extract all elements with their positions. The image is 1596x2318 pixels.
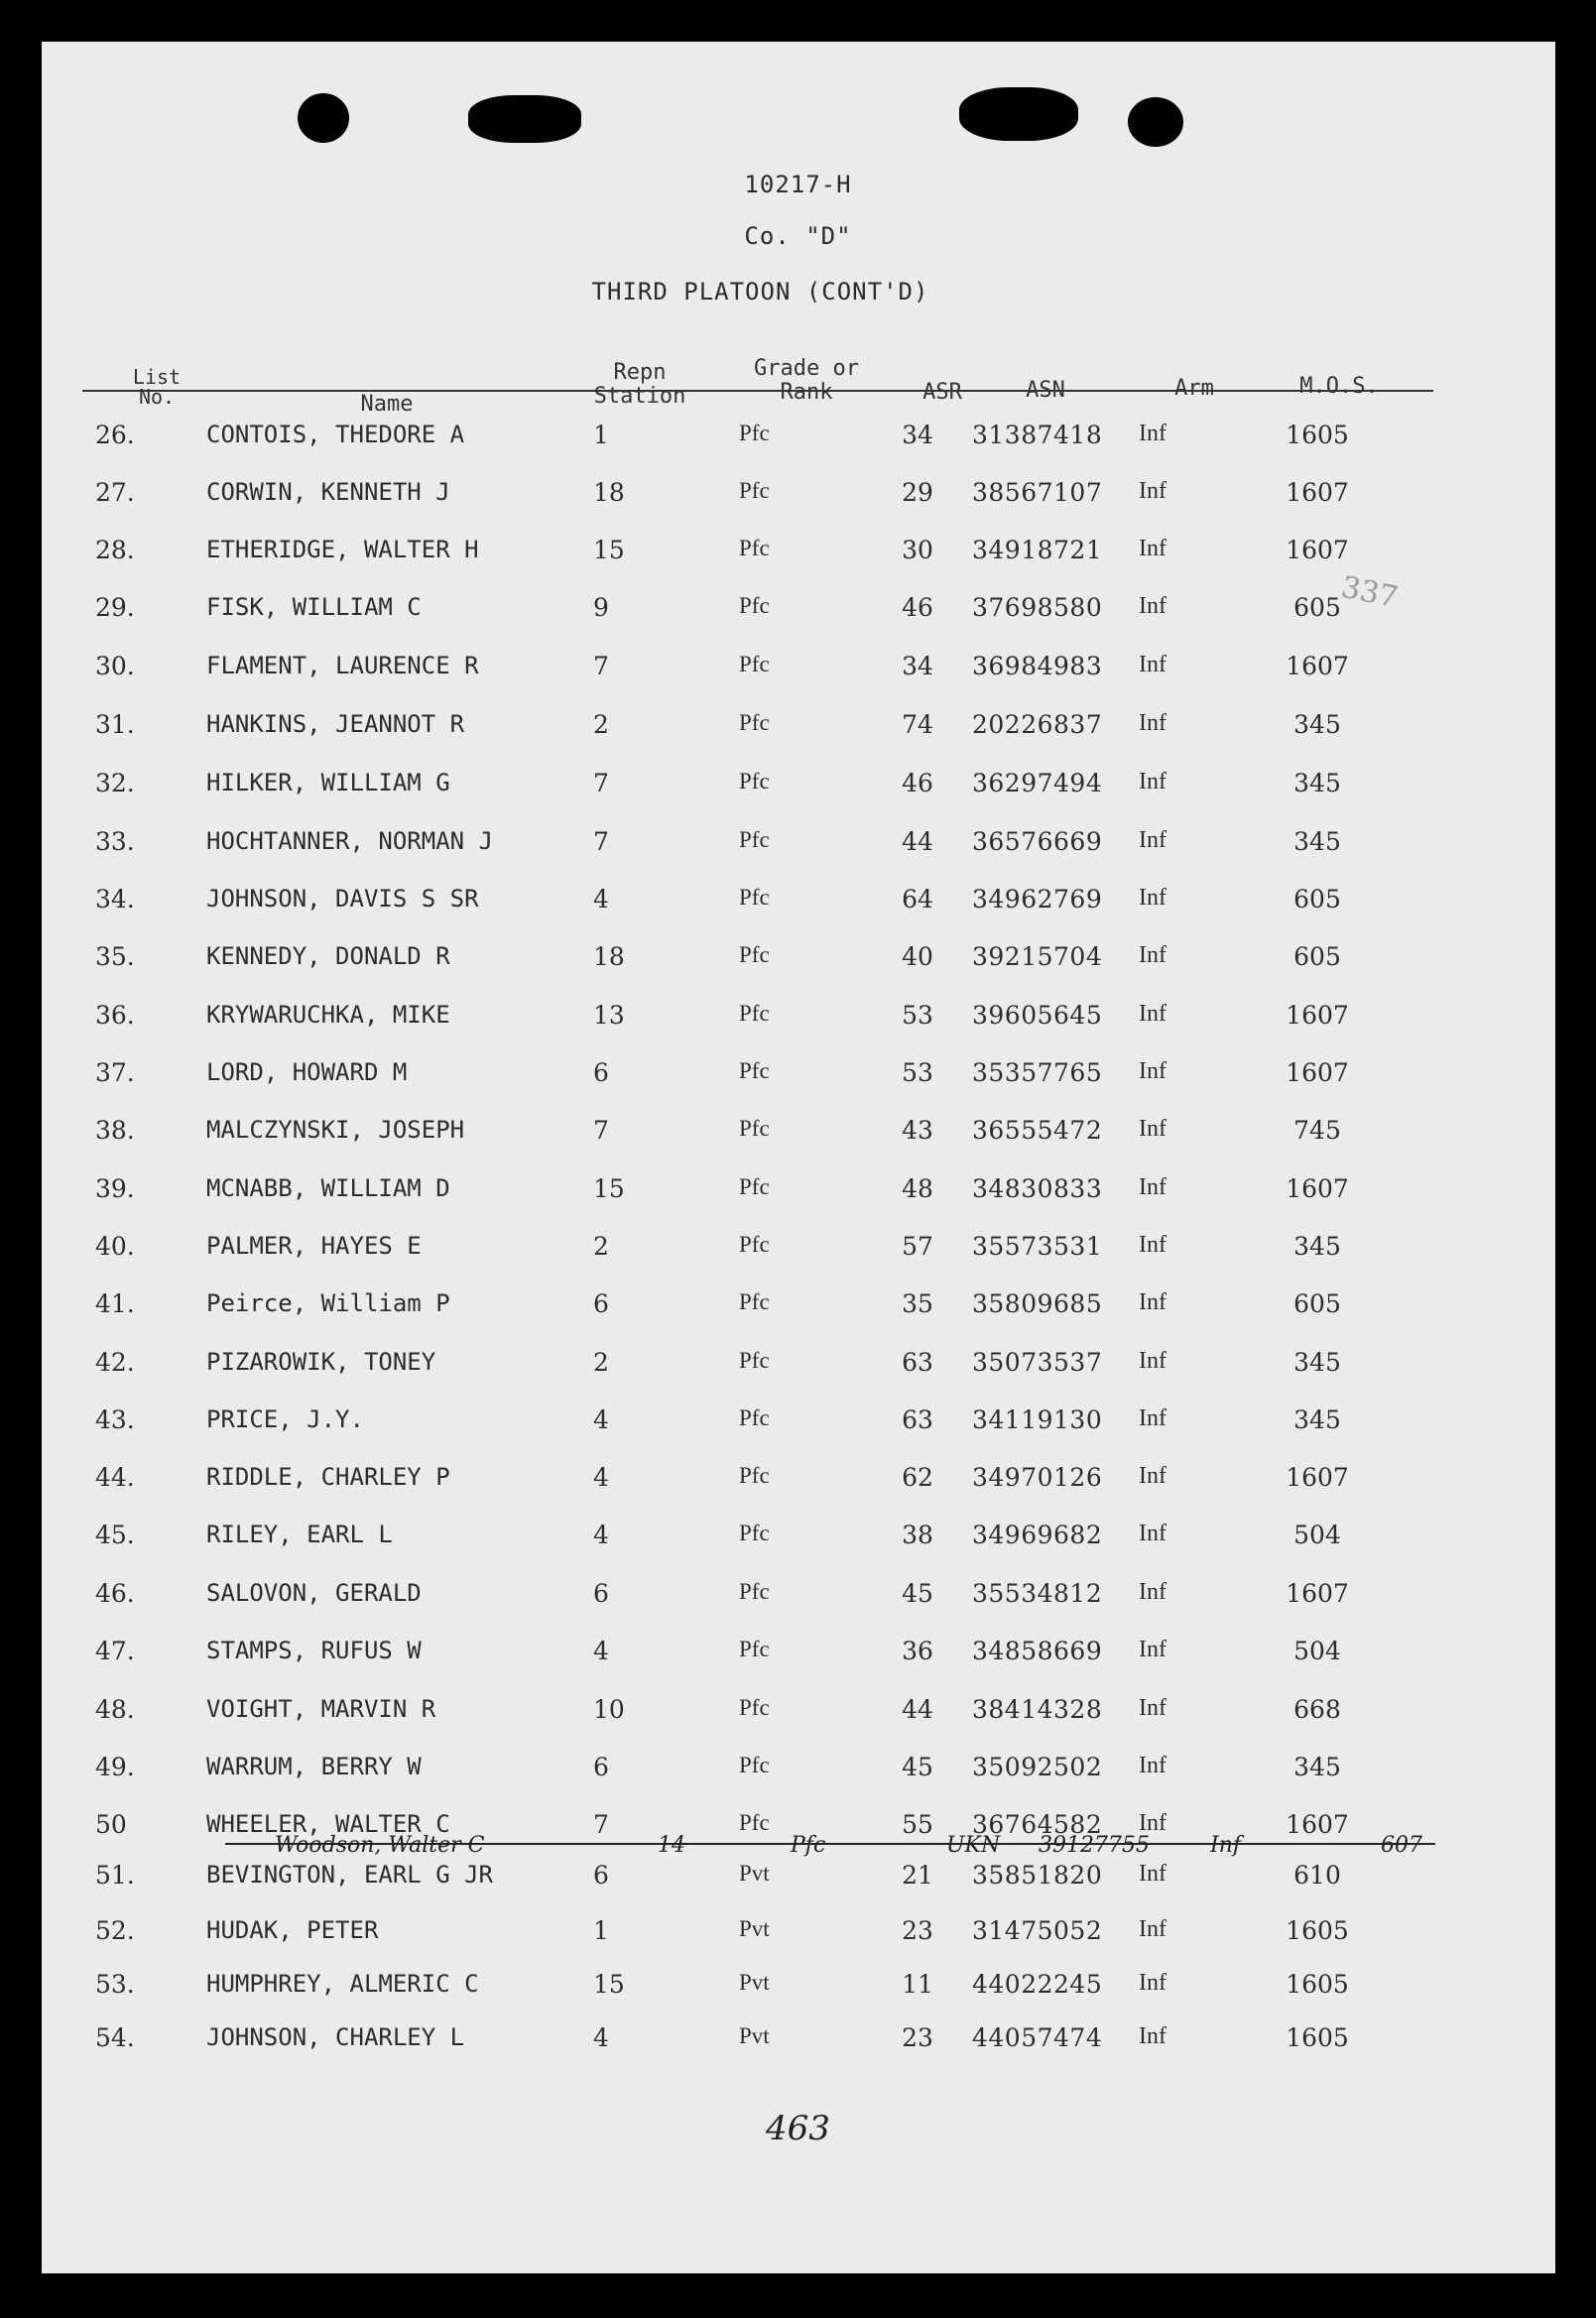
cell-asr: 62 [902, 1463, 933, 1492]
cell-arm: Inf [1139, 1232, 1166, 1258]
table-row [0, 942, 1596, 982]
cell-asn: 31387418 [972, 421, 1103, 449]
cell-grade: Pvt [739, 1916, 770, 1941]
cell-asr: 43 [902, 1116, 933, 1145]
cell-name: RILEY, EARL L [206, 1521, 393, 1548]
cell-mos: 605 [1293, 593, 1341, 622]
strike-line [225, 1843, 1435, 1845]
table-row [0, 421, 1596, 460]
cell-station: 4 [593, 2023, 609, 2052]
cell-station: 4 [593, 1637, 609, 1665]
cell-asn: 35073537 [972, 1348, 1103, 1377]
cell-asn: 34970126 [972, 1463, 1103, 1492]
cell-asr: 45 [902, 1579, 933, 1608]
cell-grade: Pfc [739, 652, 770, 676]
cell-no: 33. [95, 827, 135, 856]
cell-mos: 1607 [1286, 1001, 1349, 1030]
col-name: Name [360, 392, 414, 417]
cell-asr: 55 [902, 1810, 933, 1839]
table-row [0, 1232, 1596, 1272]
table-row [0, 1116, 1596, 1156]
punch-hole [468, 95, 581, 143]
cell-arm: Inf [1139, 1810, 1166, 1836]
cell-mos: 504 [1293, 1521, 1341, 1549]
cell-asn: 35809685 [972, 1289, 1103, 1318]
cell-arm: Inf [1139, 1861, 1166, 1887]
table-row [0, 1521, 1596, 1560]
cell-name: CORWIN, KENNETH J [206, 478, 450, 506]
cell-mos: 1607 [1286, 652, 1349, 680]
cell-arm: Inf [1139, 1916, 1166, 1942]
company-label: Co. "D" [744, 222, 852, 250]
cell-asn: 35092502 [972, 1753, 1103, 1781]
cell-asr: 44 [902, 1695, 933, 1724]
cell-grade: Pfc [739, 1521, 770, 1545]
cell-asn: 37698580 [972, 593, 1103, 622]
table-row [0, 1174, 1596, 1214]
cell-mos: 345 [1293, 1348, 1341, 1377]
cell-asn: 44057474 [972, 2023, 1103, 2052]
table-row [0, 769, 1596, 808]
cell-no: 48. [95, 1695, 135, 1724]
cell-mos: 345 [1293, 1405, 1341, 1434]
cell-asn: 20226837 [972, 710, 1103, 739]
table-row [0, 1637, 1596, 1676]
cell-grade: Pfc [739, 1232, 770, 1257]
table-row [0, 652, 1596, 691]
cell-station: 13 [593, 1001, 625, 1030]
cell-grade: Pfc [739, 942, 770, 967]
struck-name: Woodson, Walter C [275, 1833, 485, 1858]
cell-station: 18 [593, 942, 625, 971]
cell-name: MCNABB, WILLIAM D [206, 1174, 450, 1202]
cell-no: 26. [95, 421, 135, 449]
cell-station: 4 [593, 1405, 609, 1434]
struck-entry [225, 1833, 1435, 1861]
cell-asr: 29 [902, 478, 933, 507]
cell-no: 37. [95, 1058, 135, 1087]
cell-grade: Pvt [739, 1861, 770, 1886]
cell-name: Peirce, William P [206, 1289, 450, 1317]
cell-arm: Inf [1139, 1405, 1166, 1431]
cell-arm: Inf [1139, 593, 1166, 619]
cell-station: 7 [593, 1116, 609, 1145]
cell-no: 49. [95, 1753, 135, 1781]
cell-name: HOCHTANNER, NORMAN J [206, 827, 493, 855]
cell-station: 15 [593, 1174, 625, 1203]
cell-mos: 1607 [1286, 478, 1349, 507]
cell-grade: Pfc [739, 1579, 770, 1604]
cell-asr: 35 [902, 1289, 933, 1318]
cell-mos: 1607 [1286, 1463, 1349, 1492]
cell-asr: 36 [902, 1637, 933, 1665]
platoon-title: THIRD PLATOON (CONT'D) [591, 278, 929, 305]
cell-no: 45. [95, 1521, 135, 1549]
cell-grade: Pfc [739, 1289, 770, 1314]
cell-no: 52. [95, 1916, 135, 1945]
cell-name: FLAMENT, LAURENCE R [206, 652, 479, 679]
cell-station: 6 [593, 1753, 609, 1781]
cell-asn: 34918721 [972, 536, 1103, 564]
cell-name: HILKER, WILLIAM G [206, 769, 450, 796]
cell-asn: 36555472 [972, 1116, 1103, 1145]
cell-mos: 610 [1293, 1861, 1341, 1890]
cell-name: RIDDLE, CHARLEY P [206, 1463, 450, 1491]
cell-asn: 39215704 [972, 942, 1103, 971]
cell-name: KRYWARUCHKA, MIKE [206, 1001, 450, 1029]
cell-grade: Pfc [739, 1116, 770, 1141]
cell-arm: Inf [1139, 652, 1166, 677]
cell-mos: 605 [1293, 942, 1341, 971]
cell-asn: 34830833 [972, 1174, 1103, 1203]
cell-asn: 34969682 [972, 1521, 1103, 1549]
cell-asr: 34 [902, 652, 933, 680]
cell-arm: Inf [1139, 536, 1166, 561]
cell-arm: Inf [1139, 942, 1166, 968]
cell-asr: 23 [902, 1916, 933, 1945]
cell-asr: 40 [902, 942, 933, 971]
cell-no: 28. [95, 536, 135, 564]
margin-note: 337 [1337, 569, 1402, 616]
table-row [0, 1405, 1596, 1445]
cell-station: 7 [593, 827, 609, 856]
cell-grade: Pfc [739, 421, 770, 445]
cell-grade: Pvt [739, 2023, 770, 2048]
cell-mos: 668 [1293, 1695, 1341, 1724]
cell-mos: 1605 [1286, 2023, 1349, 2052]
cell-arm: Inf [1139, 1637, 1166, 1662]
cell-name: CONTOIS, THEDORE A [206, 421, 465, 448]
table-row [0, 1970, 1596, 2010]
cell-name: KENNEDY, DONALD R [206, 942, 450, 970]
cell-station: 6 [593, 1289, 609, 1318]
cell-asn: 35534812 [972, 1579, 1103, 1608]
cell-grade: Pfc [739, 1695, 770, 1720]
cell-asr: 57 [902, 1232, 933, 1261]
cell-no: 46. [95, 1579, 135, 1608]
cell-asn: 35357765 [972, 1058, 1103, 1087]
cell-no: 42. [95, 1348, 135, 1377]
table-row [0, 710, 1596, 750]
cell-grade: Pfc [739, 710, 770, 735]
cell-mos: 1607 [1286, 1810, 1349, 1839]
col-grade-rank: Grade or Rank [754, 356, 859, 405]
cell-asn: 35851820 [972, 1861, 1103, 1890]
cell-asn: 36764582 [972, 1810, 1103, 1839]
struck-station: 14 [658, 1833, 685, 1858]
cell-grade: Pfc [739, 1174, 770, 1199]
struck-asr: UKN [946, 1833, 1001, 1858]
col-repn-station: Repn Station [593, 360, 686, 409]
cell-asr: 38 [902, 1521, 933, 1549]
punch-hole [1128, 97, 1183, 147]
table-row [0, 1695, 1596, 1735]
cell-asr: 64 [902, 885, 933, 914]
cell-grade: Pfc [739, 1810, 770, 1835]
cell-asr: 21 [902, 1861, 933, 1890]
cell-asr: 74 [902, 710, 933, 739]
cell-arm: Inf [1139, 885, 1166, 911]
header-rule [82, 390, 1433, 392]
cell-grade: Pfc [739, 827, 770, 852]
cell-no: 32. [95, 769, 135, 797]
cell-station: 2 [593, 710, 609, 739]
cell-arm: Inf [1139, 421, 1166, 446]
cell-no: 30. [95, 652, 135, 680]
punch-hole [298, 93, 349, 143]
col-list-no: List No. [132, 365, 182, 409]
cell-station: 7 [593, 1810, 609, 1839]
table-row [0, 1289, 1596, 1329]
cell-station: 4 [593, 1521, 609, 1549]
cell-asr: 44 [902, 827, 933, 856]
cell-mos: 345 [1293, 769, 1341, 797]
cell-name: STAMPS, RUFUS W [206, 1637, 422, 1664]
cell-asr: 45 [902, 1753, 933, 1781]
cell-grade: Pvt [739, 1970, 770, 1995]
cell-arm: Inf [1139, 1463, 1166, 1489]
col-asn: ASN [1026, 378, 1065, 403]
cell-asn: 34119130 [972, 1405, 1103, 1434]
cell-no: 40. [95, 1232, 135, 1261]
cell-asr: 63 [902, 1348, 933, 1377]
cell-arm: Inf [1139, 2023, 1166, 2049]
cell-arm: Inf [1139, 827, 1166, 853]
cell-station: 10 [593, 1695, 625, 1724]
col-mos: M.O.S. [1299, 374, 1379, 399]
cell-no: 39. [95, 1174, 135, 1203]
file-number: 10217-H [744, 171, 852, 198]
cell-no: 44. [95, 1463, 135, 1492]
cell-no: 36. [95, 1001, 135, 1030]
cell-station: 1 [593, 1916, 609, 1945]
cell-asn: 34858669 [972, 1637, 1103, 1665]
cell-asr: 63 [902, 1405, 933, 1434]
struck-grade: Pfc [791, 1833, 826, 1858]
cell-no: 38. [95, 1116, 135, 1145]
cell-mos: 1605 [1286, 1970, 1349, 1999]
table-row [0, 536, 1596, 575]
cell-station: 9 [593, 593, 609, 622]
cell-mos: 1607 [1286, 1579, 1349, 1608]
table-row [0, 1753, 1596, 1792]
cell-grade: Pfc [739, 1348, 770, 1373]
cell-name: MALCZYNSKI, JOSEPH [206, 1116, 465, 1144]
cell-name: HANKINS, JEANNOT R [206, 710, 465, 738]
cell-no: 51. [95, 1861, 135, 1890]
cell-station: 6 [593, 1861, 609, 1890]
cell-station: 15 [593, 536, 625, 564]
cell-arm: Inf [1139, 1058, 1166, 1084]
cell-mos: 345 [1293, 710, 1341, 739]
cell-name: LORD, HOWARD M [206, 1058, 408, 1086]
cell-station: 7 [593, 652, 609, 680]
cell-arm: Inf [1139, 1970, 1166, 1996]
cell-mos: 345 [1293, 1753, 1341, 1781]
cell-no: 53. [95, 1970, 135, 1999]
cell-no: 34. [95, 885, 135, 914]
cell-station: 7 [593, 769, 609, 797]
cell-name: PIZAROWIK, TONEY [206, 1348, 436, 1376]
cell-mos: 345 [1293, 1232, 1341, 1261]
cell-name: JOHNSON, DAVIS S SR [206, 885, 479, 913]
cell-station: 15 [593, 1970, 625, 1999]
cell-asn: 34962769 [972, 885, 1103, 914]
cell-arm: Inf [1139, 710, 1166, 736]
cell-station: 2 [593, 1348, 609, 1377]
cell-grade: Pfc [739, 478, 770, 503]
cell-mos: 1605 [1286, 421, 1349, 449]
cell-station: 4 [593, 885, 609, 914]
table-row [0, 1861, 1596, 1900]
cell-asr: 23 [902, 2023, 933, 2052]
cell-arm: Inf [1139, 769, 1166, 794]
cell-asn: 31475052 [972, 1916, 1103, 1945]
table-row [0, 1579, 1596, 1619]
cell-arm: Inf [1139, 1521, 1166, 1546]
cell-grade: Pfc [739, 536, 770, 560]
cell-name: WARRUM, BERRY W [206, 1753, 422, 1780]
table-row [0, 885, 1596, 924]
cell-mos: 345 [1293, 827, 1341, 856]
cell-grade: Pfc [739, 1058, 770, 1083]
cell-asn: 38414328 [972, 1695, 1103, 1724]
cell-mos: 1607 [1286, 1174, 1349, 1203]
cell-name: FISK, WILLIAM C [206, 593, 422, 621]
struck-mos: 607 [1381, 1833, 1422, 1858]
cell-no: 54. [95, 2023, 135, 2052]
cell-asn: 44022245 [972, 1970, 1103, 1999]
cell-no: 31. [95, 710, 135, 739]
cell-grade: Pfc [739, 1001, 770, 1026]
cell-name: BEVINGTON, EARL G JR [206, 1861, 493, 1889]
cell-arm: Inf [1139, 1289, 1166, 1315]
cell-arm: Inf [1139, 1116, 1166, 1142]
cell-asr: 30 [902, 536, 933, 564]
cell-station: 18 [593, 478, 625, 507]
table-row [0, 2023, 1596, 2063]
cell-asr: 53 [902, 1058, 933, 1087]
table-row [0, 1058, 1596, 1098]
cell-no: 27. [95, 478, 135, 507]
cell-name: VOIGHT, MARVIN R [206, 1695, 436, 1723]
cell-station: 1 [593, 421, 609, 449]
cell-name: SALOVON, GERALD [206, 1579, 422, 1607]
col-asr: ASR [922, 380, 962, 405]
cell-asr: 11 [902, 1970, 933, 1999]
table-row [0, 1916, 1596, 1956]
cell-asn: 36984983 [972, 652, 1103, 680]
table-row [0, 827, 1596, 867]
cell-station: 2 [593, 1232, 609, 1261]
cell-mos: 745 [1293, 1116, 1341, 1145]
punch-hole [959, 87, 1078, 141]
cell-asn: 36297494 [972, 769, 1103, 797]
cell-arm: Inf [1139, 1695, 1166, 1721]
cell-station: 6 [593, 1058, 609, 1087]
cell-arm: Inf [1139, 1001, 1166, 1027]
cell-name: HUMPHREY, ALMERIC C [206, 1970, 479, 1998]
cell-grade: Pfc [739, 1405, 770, 1430]
cell-arm: Inf [1139, 1579, 1166, 1605]
cell-mos: 1607 [1286, 1058, 1349, 1087]
cell-name: PRICE, J.Y. [206, 1405, 364, 1433]
cell-station: 4 [593, 1463, 609, 1492]
cell-grade: Pfc [739, 593, 770, 618]
cell-grade: Pfc [739, 769, 770, 793]
table-row [0, 1001, 1596, 1040]
cell-mos: 1607 [1286, 536, 1349, 564]
cell-mos: 605 [1293, 885, 1341, 914]
cell-asr: 48 [902, 1174, 933, 1203]
cell-asn: 38567107 [972, 478, 1103, 507]
cell-name: PALMER, HAYES E [206, 1232, 422, 1260]
cell-arm: Inf [1139, 1348, 1166, 1374]
struck-arm: Inf [1210, 1833, 1242, 1858]
cell-no: 29. [95, 593, 135, 622]
cell-mos: 1605 [1286, 1916, 1349, 1945]
cell-grade: Pfc [739, 1753, 770, 1777]
cell-no: 41. [95, 1289, 135, 1318]
cell-name: JOHNSON, CHARLEY L [206, 2023, 465, 2051]
cell-arm: Inf [1139, 478, 1166, 504]
cell-asr: 53 [902, 1001, 933, 1030]
cell-asn: 36576669 [972, 827, 1103, 856]
cell-mos: 605 [1293, 1289, 1341, 1318]
cell-mos: 504 [1293, 1637, 1341, 1665]
cell-no: 50 [95, 1810, 127, 1839]
cell-grade: Pfc [739, 1637, 770, 1661]
table-row [0, 1348, 1596, 1388]
cell-grade: Pfc [739, 885, 770, 910]
cell-no: 47. [95, 1637, 135, 1665]
cell-arm: Inf [1139, 1174, 1166, 1200]
cell-no: 35. [95, 942, 135, 971]
col-arm: Arm [1174, 376, 1214, 401]
cell-arm: Inf [1139, 1753, 1166, 1778]
cell-asn: 39605645 [972, 1001, 1103, 1030]
cell-name: ETHERIDGE, WALTER H [206, 536, 479, 563]
cell-no: 43. [95, 1405, 135, 1434]
struck-asn: 39127755 [1039, 1833, 1150, 1858]
cell-asr: 46 [902, 593, 933, 622]
cell-name: WHEELER, WALTER C [206, 1810, 450, 1838]
table-row [0, 1463, 1596, 1503]
cell-asn: 35573531 [972, 1232, 1103, 1261]
cell-asr: 46 [902, 769, 933, 797]
cell-grade: Pfc [739, 1463, 770, 1488]
cell-station: 6 [593, 1579, 609, 1608]
cell-asr: 34 [902, 421, 933, 449]
cell-name: HUDAK, PETER [206, 1916, 379, 1944]
page-number: 463 [766, 2109, 830, 2148]
table-row [0, 478, 1596, 518]
